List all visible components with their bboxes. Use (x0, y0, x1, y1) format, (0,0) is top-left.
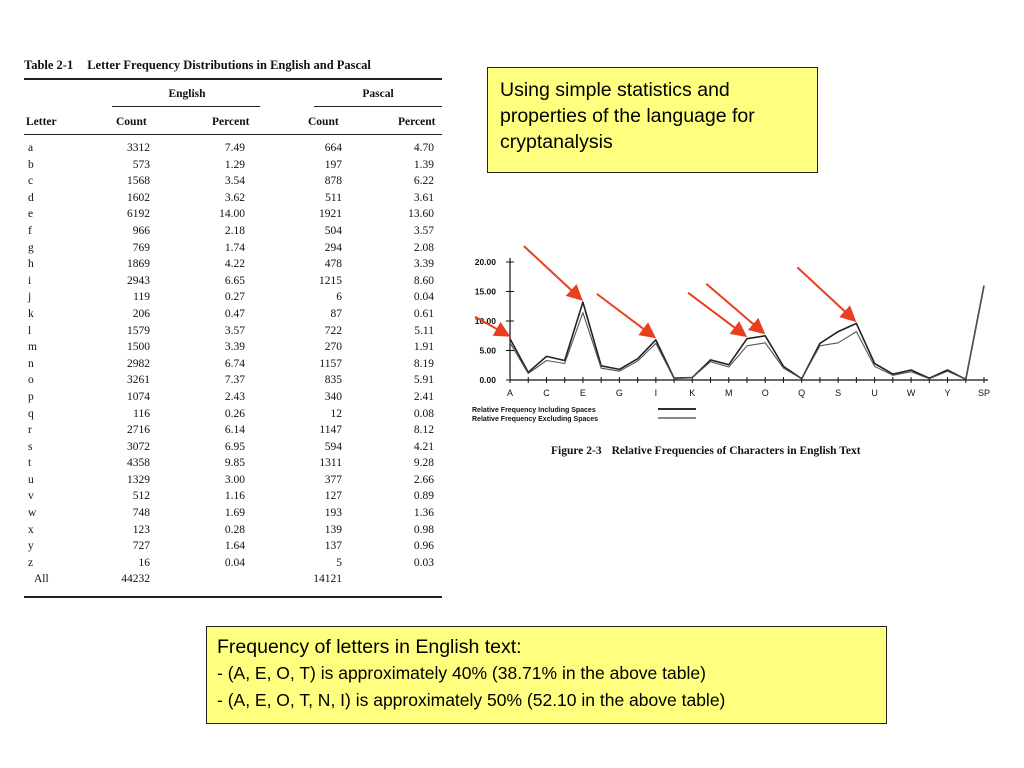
x-tick-label: A (506, 388, 514, 398)
cell-english-count: 1568 (127, 175, 150, 188)
x-tick-label: E (579, 388, 586, 398)
table-row (24, 474, 442, 491)
col-header-pascal-percent: Percent (398, 116, 436, 128)
table-top-rule (24, 78, 442, 80)
cell-letter: v (28, 490, 34, 503)
cell-pascal-percent: 1.91 (413, 341, 434, 354)
cell-english-count: 3072 (127, 440, 150, 453)
cell-pascal-percent: 13.60 (408, 208, 434, 221)
annotation-arrow (688, 293, 744, 335)
cell-pascal-count: 478 (324, 258, 342, 271)
cell-english-count: 1500 (127, 341, 150, 354)
cell-english-count: 116 (133, 407, 150, 420)
table-total-row (24, 573, 442, 590)
cell-letter: i (28, 274, 32, 287)
cell-pascal-percent: 2.66 (413, 473, 434, 486)
cell-english-percent: 1.29 (224, 158, 245, 171)
cell-english-count: 1329 (127, 473, 150, 486)
table-row (24, 325, 442, 342)
cell-letter: n (28, 357, 34, 370)
note-line-heading: Frequency of letters in English text: (217, 636, 522, 658)
cell-letter: c (28, 175, 34, 188)
series-line-1 (510, 286, 984, 380)
cell-english-percent: 1.74 (224, 241, 245, 254)
cell-english-percent: 1.16 (224, 490, 245, 503)
cell-english-percent: 0.47 (224, 307, 245, 320)
table-row (24, 242, 442, 259)
cell-pascal-count: 1311 (319, 457, 342, 470)
cell-pascal-count: 139 (324, 523, 342, 536)
cell-letter: z (28, 556, 34, 569)
table-row (24, 490, 442, 507)
cell-english-percent: 4.22 (224, 258, 245, 271)
cell-pascal-count: 504 (324, 224, 342, 237)
cell-english-count: 1869 (127, 258, 150, 271)
x-tick-label: SP (977, 388, 991, 398)
cell-letter: x (28, 523, 34, 536)
cell-english-percent: 3.57 (224, 324, 245, 337)
cell-pascal-percent: 5.91 (413, 374, 434, 387)
frequency-chart (462, 240, 1002, 470)
table-row (24, 175, 442, 192)
group-rule-english (112, 106, 260, 107)
cell-english-count: 1074 (127, 390, 150, 403)
cell-pascal-percent: 0.61 (413, 307, 434, 320)
cell-letter: b (28, 158, 34, 171)
cell-pascal-count: 1921 (319, 208, 342, 221)
cell-pascal-percent: 0.98 (413, 523, 434, 536)
cell-english-count: 1602 (127, 191, 150, 204)
annotation-arrow (706, 284, 762, 332)
cell-english-percent: 3.00 (224, 473, 245, 486)
cell-english-percent: 3.54 (224, 175, 245, 188)
col-header-letter: Letter (26, 116, 57, 128)
cell-english-count: 1579 (127, 324, 150, 337)
group-header-pascal: Pascal (362, 88, 394, 100)
cell-pascal-percent: 3.61 (413, 191, 434, 204)
table-row (24, 408, 442, 425)
cell-pascal-count: 878 (324, 175, 342, 188)
cell-letter: g (28, 241, 34, 254)
cell-letter: p (28, 390, 34, 403)
cell-english-percent: 9.85 (224, 457, 245, 470)
cell-english-percent: 1.64 (224, 540, 245, 553)
cell-english-count: 119 (133, 291, 150, 304)
cell-english-percent: 7.37 (224, 374, 245, 387)
x-tick-label: M (725, 388, 733, 398)
cell-letter: a (28, 142, 34, 154)
cell-pascal-count: 6 (336, 291, 342, 304)
cell-pascal-count: 722 (324, 324, 342, 337)
table-row (24, 208, 442, 225)
cell-pascal-percent: 5.11 (414, 324, 434, 337)
col-header-english-percent: Percent (212, 116, 250, 128)
cell-pascal-percent: 8.60 (413, 274, 434, 287)
cell-pascal-percent: 6.22 (413, 175, 434, 188)
cell-pascal-count: 377 (324, 473, 342, 486)
frequency-table (24, 54, 442, 586)
cell-letter: w (28, 507, 37, 520)
cell-english-count: 2982 (127, 357, 150, 370)
y-tick-label: 15.00 (474, 286, 496, 297)
cell-english-count: 3261 (127, 374, 150, 387)
cell-pascal-percent: 2.41 (413, 390, 434, 403)
note-box-cryptanalysis (487, 67, 818, 173)
figure-caption-number: Figure 2-3 (551, 445, 602, 457)
note-line-aeotni: - (A, E, O, T, N, I) is approximately 50% (52.10 in the above table) (217, 690, 726, 710)
table-header-rule (24, 134, 442, 135)
table-bottom-rule (24, 596, 442, 598)
table-row (24, 358, 442, 375)
cell-english-percent: 6.74 (224, 357, 245, 370)
cell-letter: k (28, 307, 34, 320)
cell-english-percent: 3.39 (224, 341, 245, 354)
legend-label-2: Relative Frequency Excluding Spaces (472, 416, 599, 423)
table-row (24, 275, 442, 292)
table-row (24, 308, 442, 325)
group-header-english: English (168, 88, 206, 100)
cell-pascal-percent: 9.28 (413, 457, 434, 470)
table-row (24, 424, 442, 441)
cell-letter: f (28, 224, 32, 237)
cell-english-count: 123 (132, 523, 150, 536)
cell-english-count: 3312 (127, 142, 150, 154)
cell-english-count: 2943 (127, 274, 150, 287)
cell-pascal-count: 294 (324, 241, 342, 254)
x-tick-label: O (761, 388, 769, 398)
cell-letter: s (28, 440, 33, 453)
table-row (24, 374, 442, 391)
annotation-arrow (524, 246, 580, 298)
cell-pascal-count: 1157 (319, 357, 342, 370)
cell-english-percent: 14.00 (219, 208, 245, 221)
cell-english-count: 966 (132, 224, 150, 237)
cell-pascal-percent: 2.08 (413, 241, 434, 254)
y-tick-label: 20.00 (474, 257, 496, 267)
cell-letter: e (28, 208, 34, 221)
table-caption-number: Table 2-1 (24, 58, 74, 72)
cell-pascal-count: 1147 (319, 424, 342, 437)
cell-english-percent: 6.95 (224, 440, 245, 453)
x-tick-label: G (615, 388, 623, 398)
table-row (24, 457, 442, 474)
cell-pascal-count: 137 (324, 540, 342, 553)
cell-english-count: 6192 (127, 208, 150, 221)
cell-english-percent: 3.62 (224, 191, 245, 204)
cell-pascal-percent: 8.12 (413, 424, 434, 437)
cell-english-count: 512 (132, 490, 150, 503)
cell-english-count: 206 (132, 307, 150, 320)
cell-letter: m (28, 341, 37, 354)
cell-english-count: 727 (132, 540, 150, 553)
cell-english-percent: 0.26 (224, 407, 245, 420)
cell-pascal-percent: 0.03 (413, 556, 434, 569)
cell-pascal-percent: 1.36 (413, 507, 434, 520)
cell-pascal-percent: 0.08 (413, 407, 434, 420)
y-tick-label: 0.00 (479, 375, 496, 385)
note-box-frequency (206, 626, 887, 724)
cell-pascal-count: 664 (324, 142, 342, 154)
table-caption-title: Letter Frequency Distributions in English and Pascal (87, 58, 371, 72)
cell-english-count: 769 (132, 241, 150, 254)
table-row (24, 225, 442, 242)
cell-english-count: 2716 (127, 424, 150, 437)
x-tick-label: S (835, 388, 842, 398)
cell-english-percent: 2.43 (224, 390, 245, 403)
cell-letter: d (28, 191, 34, 204)
cell-pascal-count: 594 (324, 440, 342, 453)
table-body (24, 142, 442, 590)
cell-english-count: 16 (138, 556, 150, 569)
cell-english-percent: 7.49 (224, 142, 245, 154)
cell-pascal-percent: 3.39 (413, 258, 434, 271)
table-row (24, 192, 442, 209)
table-row (24, 507, 442, 524)
cell-english-count: 573 (132, 158, 150, 171)
annotation-arrow (797, 267, 853, 319)
cell-english-percent: 0.28 (224, 523, 245, 536)
cell-pascal-percent: 4.70 (413, 142, 434, 154)
table-row (24, 142, 442, 159)
y-tick-label: 10.00 (474, 316, 496, 326)
cell-pascal-count: 87 (330, 307, 342, 320)
figure-caption (551, 445, 861, 457)
cell-letter: y (28, 540, 34, 553)
cell-english-percent: 2.18 (224, 224, 245, 237)
table-row (24, 159, 442, 176)
x-tick-label: C (543, 388, 550, 398)
cell-pascal-percent: 0.89 (413, 490, 434, 503)
cell-english-count: 4358 (127, 457, 150, 470)
cell-pascal-count: 12 (330, 407, 342, 420)
cell-pascal-count: 835 (324, 374, 342, 387)
cell-english-percent: 0.04 (224, 556, 245, 569)
cell-pascal-count: 193 (324, 507, 342, 520)
y-tick-label: 5.00 (479, 345, 496, 356)
cell-letter: t (28, 457, 32, 470)
cell-english-percent: 6.14 (224, 424, 245, 437)
group-rule-pascal (314, 106, 442, 107)
x-tick-label: I (654, 388, 658, 398)
x-tick-label: Q (798, 388, 806, 398)
x-tick-label: U (871, 388, 878, 398)
cell-letter: q (28, 407, 34, 420)
table-row (24, 540, 442, 557)
x-tick-label: W (906, 388, 916, 398)
x-tick-label: K (689, 388, 696, 398)
cell-english-count: 748 (132, 507, 150, 520)
cell-letter: All (34, 573, 49, 586)
cell-letter: o (28, 374, 34, 387)
cell-pascal-percent: 0.96 (413, 540, 434, 553)
cell-letter: j (28, 291, 32, 304)
cell-letter: r (28, 424, 32, 437)
cell-pascal-percent: 0.04 (413, 291, 434, 304)
note-text-cryptanalysis: Using simple statistics and properties of the language for cryptanalysis (500, 79, 755, 153)
cell-pascal-count: 511 (325, 191, 342, 204)
cell-pascal-count: 340 (324, 390, 342, 403)
cell-letter: h (28, 258, 34, 271)
cell-letter: l (28, 324, 32, 337)
cell-pascal-percent: 1.39 (413, 158, 434, 171)
cell-pascal-count: 1215 (319, 274, 342, 287)
cell-letter: u (28, 473, 34, 486)
col-header-english-count: Count (116, 116, 147, 128)
table-row (24, 441, 442, 458)
table-caption (24, 54, 442, 76)
cell-pascal-percent: 8.19 (413, 357, 434, 370)
legend-label-1: Relative Frequency Including Spaces (472, 407, 596, 414)
table-row (24, 258, 442, 275)
cell-english-count: 44232 (121, 573, 150, 586)
series-line-2 (510, 286, 984, 380)
frequency-chart-svg (462, 240, 1002, 470)
table-row (24, 524, 442, 541)
cell-pascal-count: 270 (324, 341, 342, 354)
table-row (24, 291, 442, 308)
cell-pascal-count: 127 (324, 490, 342, 503)
note-line-aeot: - (A, E, O, T) is approximately 40% (38.71% in the above table) (217, 663, 706, 683)
cell-pascal-count: 5 (336, 556, 342, 569)
x-tick-label: Y (944, 388, 951, 398)
cell-english-percent: 6.65 (224, 274, 245, 287)
table-row (24, 391, 442, 408)
cell-pascal-percent: 3.57 (413, 224, 434, 237)
cell-pascal-count: 14121 (313, 573, 342, 586)
cell-pascal-percent: 4.21 (413, 440, 434, 453)
cell-english-percent: 1.69 (224, 507, 245, 520)
cell-english-percent: 0.27 (224, 291, 245, 304)
table-row (24, 341, 442, 358)
col-header-pascal-count: Count (308, 116, 339, 128)
annotation-arrow (597, 294, 653, 336)
table-row (24, 557, 442, 574)
cell-pascal-count: 197 (324, 158, 342, 171)
figure-caption-title: Relative Frequencies of Characters in English Text (611, 445, 861, 457)
